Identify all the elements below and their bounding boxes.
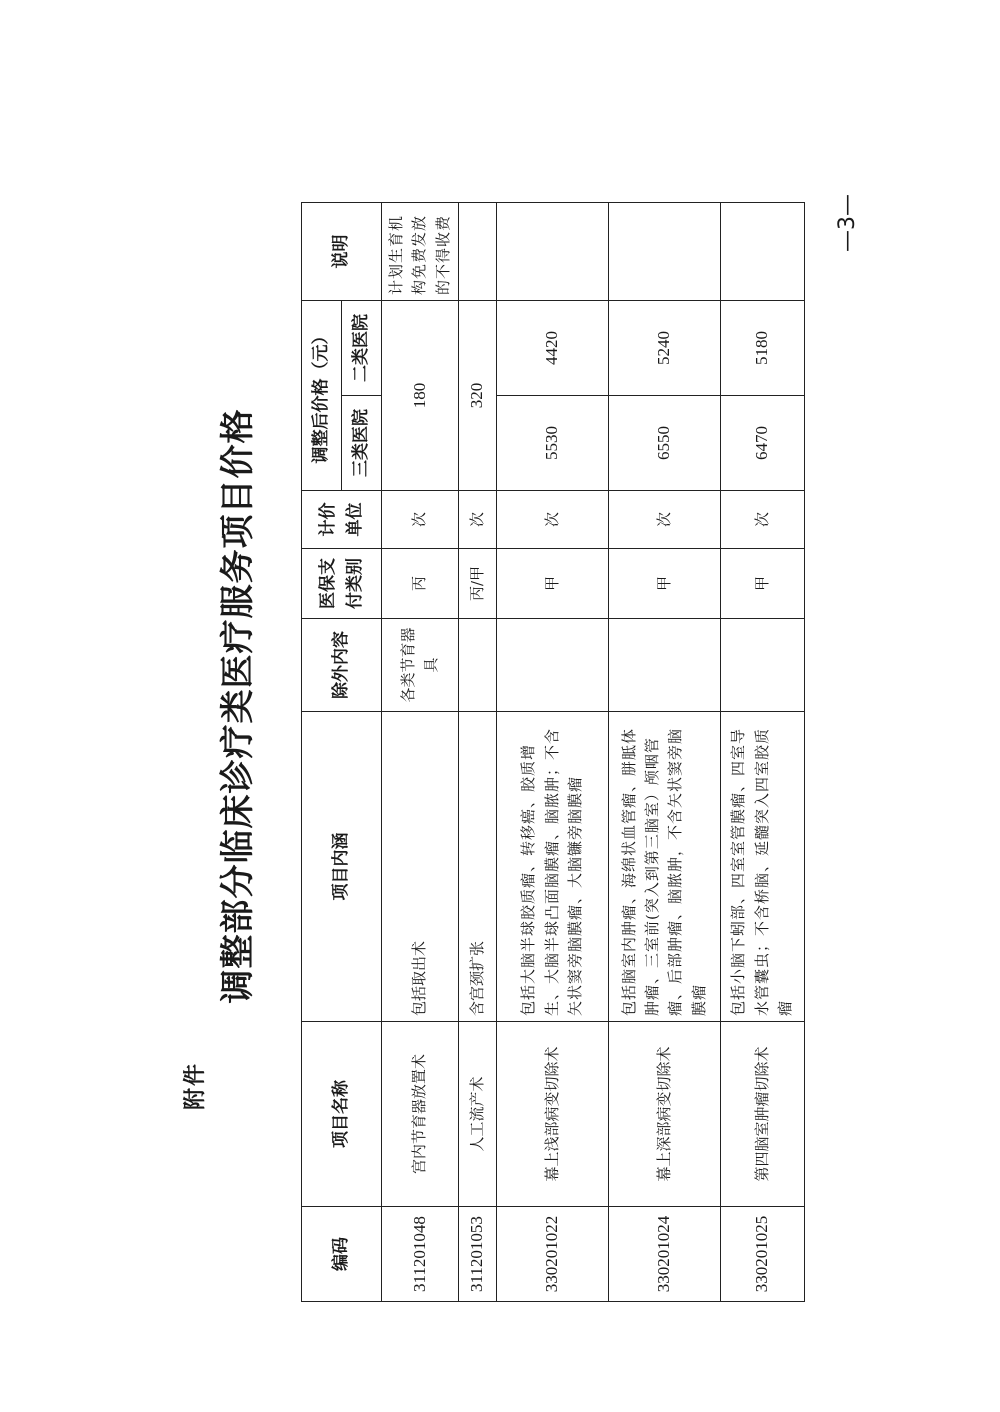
header-insurance: 医保支付类别: [302, 549, 382, 619]
cell-price-merged: 320: [458, 301, 496, 491]
cell-exclusion: [458, 619, 496, 712]
cell-exclusion: [720, 619, 804, 712]
cell-price-tier2: 5240: [608, 301, 720, 396]
header-content: 项目内涵: [302, 712, 382, 1022]
header-note: 说明: [302, 203, 382, 301]
cell-insurance: 甲: [720, 549, 804, 619]
cell-name: 第四脑室肿瘤切除术: [720, 1022, 804, 1207]
cell-exclusion: [608, 619, 720, 712]
cell-insurance: 丙: [382, 549, 459, 619]
header-price-group: 调整后价格（元）: [302, 301, 342, 491]
cell-unit: 次: [608, 491, 720, 549]
cell-content: 包括取出术: [382, 712, 459, 1022]
cell-insurance: 甲: [496, 549, 608, 619]
cell-price-tier2: 4420: [496, 301, 608, 396]
cell-price-tier2: 5180: [720, 301, 804, 396]
cell-price-tier3: 6550: [608, 396, 720, 491]
cell-price-tier3: 5530: [496, 396, 608, 491]
header-exclusion: 除外内容: [302, 619, 382, 712]
cell-code: 330201025: [720, 1207, 804, 1302]
table-row: [608, 203, 720, 1302]
cell-content: 包括脑室内肿瘤、海绵状血管瘤、胼胝体肿瘤、三室前(突入到第三脑室）颅咽管瘤、后部肿瘤、脑脓肿，不含矢状窦旁脑膜瘤: [608, 712, 720, 1022]
cell-name: 人工流产术: [458, 1022, 496, 1207]
header-name: 项目名称: [302, 1022, 382, 1207]
attachment-label: 附件: [183, 1061, 208, 1110]
table-row: [720, 203, 804, 1302]
cell-price-tier3: 6470: [720, 396, 804, 491]
page-number: —3—: [835, 194, 860, 252]
cell-note: [458, 203, 496, 301]
cell-unit: 次: [458, 491, 496, 549]
cell-exclusion: 各类节育器具: [382, 619, 459, 712]
cell-unit: 次: [496, 491, 608, 549]
document-title: 调整部分临床诊疗类医疗服务项目价格: [218, 408, 258, 1004]
cell-code: 311201048: [382, 1207, 459, 1302]
cell-price-merged: 180: [382, 301, 459, 491]
table-row: [382, 203, 459, 1302]
cell-note: [720, 203, 804, 301]
cell-name: 幕上深部病变切除术: [608, 1022, 720, 1207]
table-row: [496, 203, 608, 1302]
cell-code: 330201024: [608, 1207, 720, 1302]
table-row: [458, 203, 496, 1302]
header-code: 编码: [302, 1207, 382, 1302]
cell-code: 311201053: [458, 1207, 496, 1302]
cell-content: 包括大脑半球胶质瘤、转移癌、胶质增生、大脑半球凸面脑膜瘤、脑脓肿；不含矢状窦旁脑膜瘤、大脑镰旁脑膜瘤: [496, 712, 608, 1022]
cell-note: [496, 203, 608, 301]
cell-note: [608, 203, 720, 301]
cell-name: 幕上浅部病变切除术: [496, 1022, 608, 1207]
cell-note: 计划生育机构免费发放的不得收费: [382, 203, 459, 301]
header-price-tier3: 三类医院: [342, 396, 382, 491]
cell-exclusion: [496, 619, 608, 712]
header-price-tier2: 二类医院: [342, 301, 382, 396]
cell-unit: 次: [382, 491, 459, 549]
cell-code: 330201022: [496, 1207, 608, 1302]
cell-insurance: 甲: [608, 549, 720, 619]
cell-insurance: 丙/甲: [458, 549, 496, 619]
cell-unit: 次: [720, 491, 804, 549]
header-unit: 计价单位: [302, 491, 382, 549]
price-table: [301, 202, 805, 1302]
cell-content: 包括小脑下蚓部、四室室管膜瘤、四室导水管囊虫；不含桥脑、延髓突入四室胶质瘤: [720, 712, 804, 1022]
cell-content: 含宫颈扩张: [458, 712, 496, 1022]
header-row: [302, 203, 342, 1302]
cell-name: 宫内节育器放置术: [382, 1022, 459, 1207]
